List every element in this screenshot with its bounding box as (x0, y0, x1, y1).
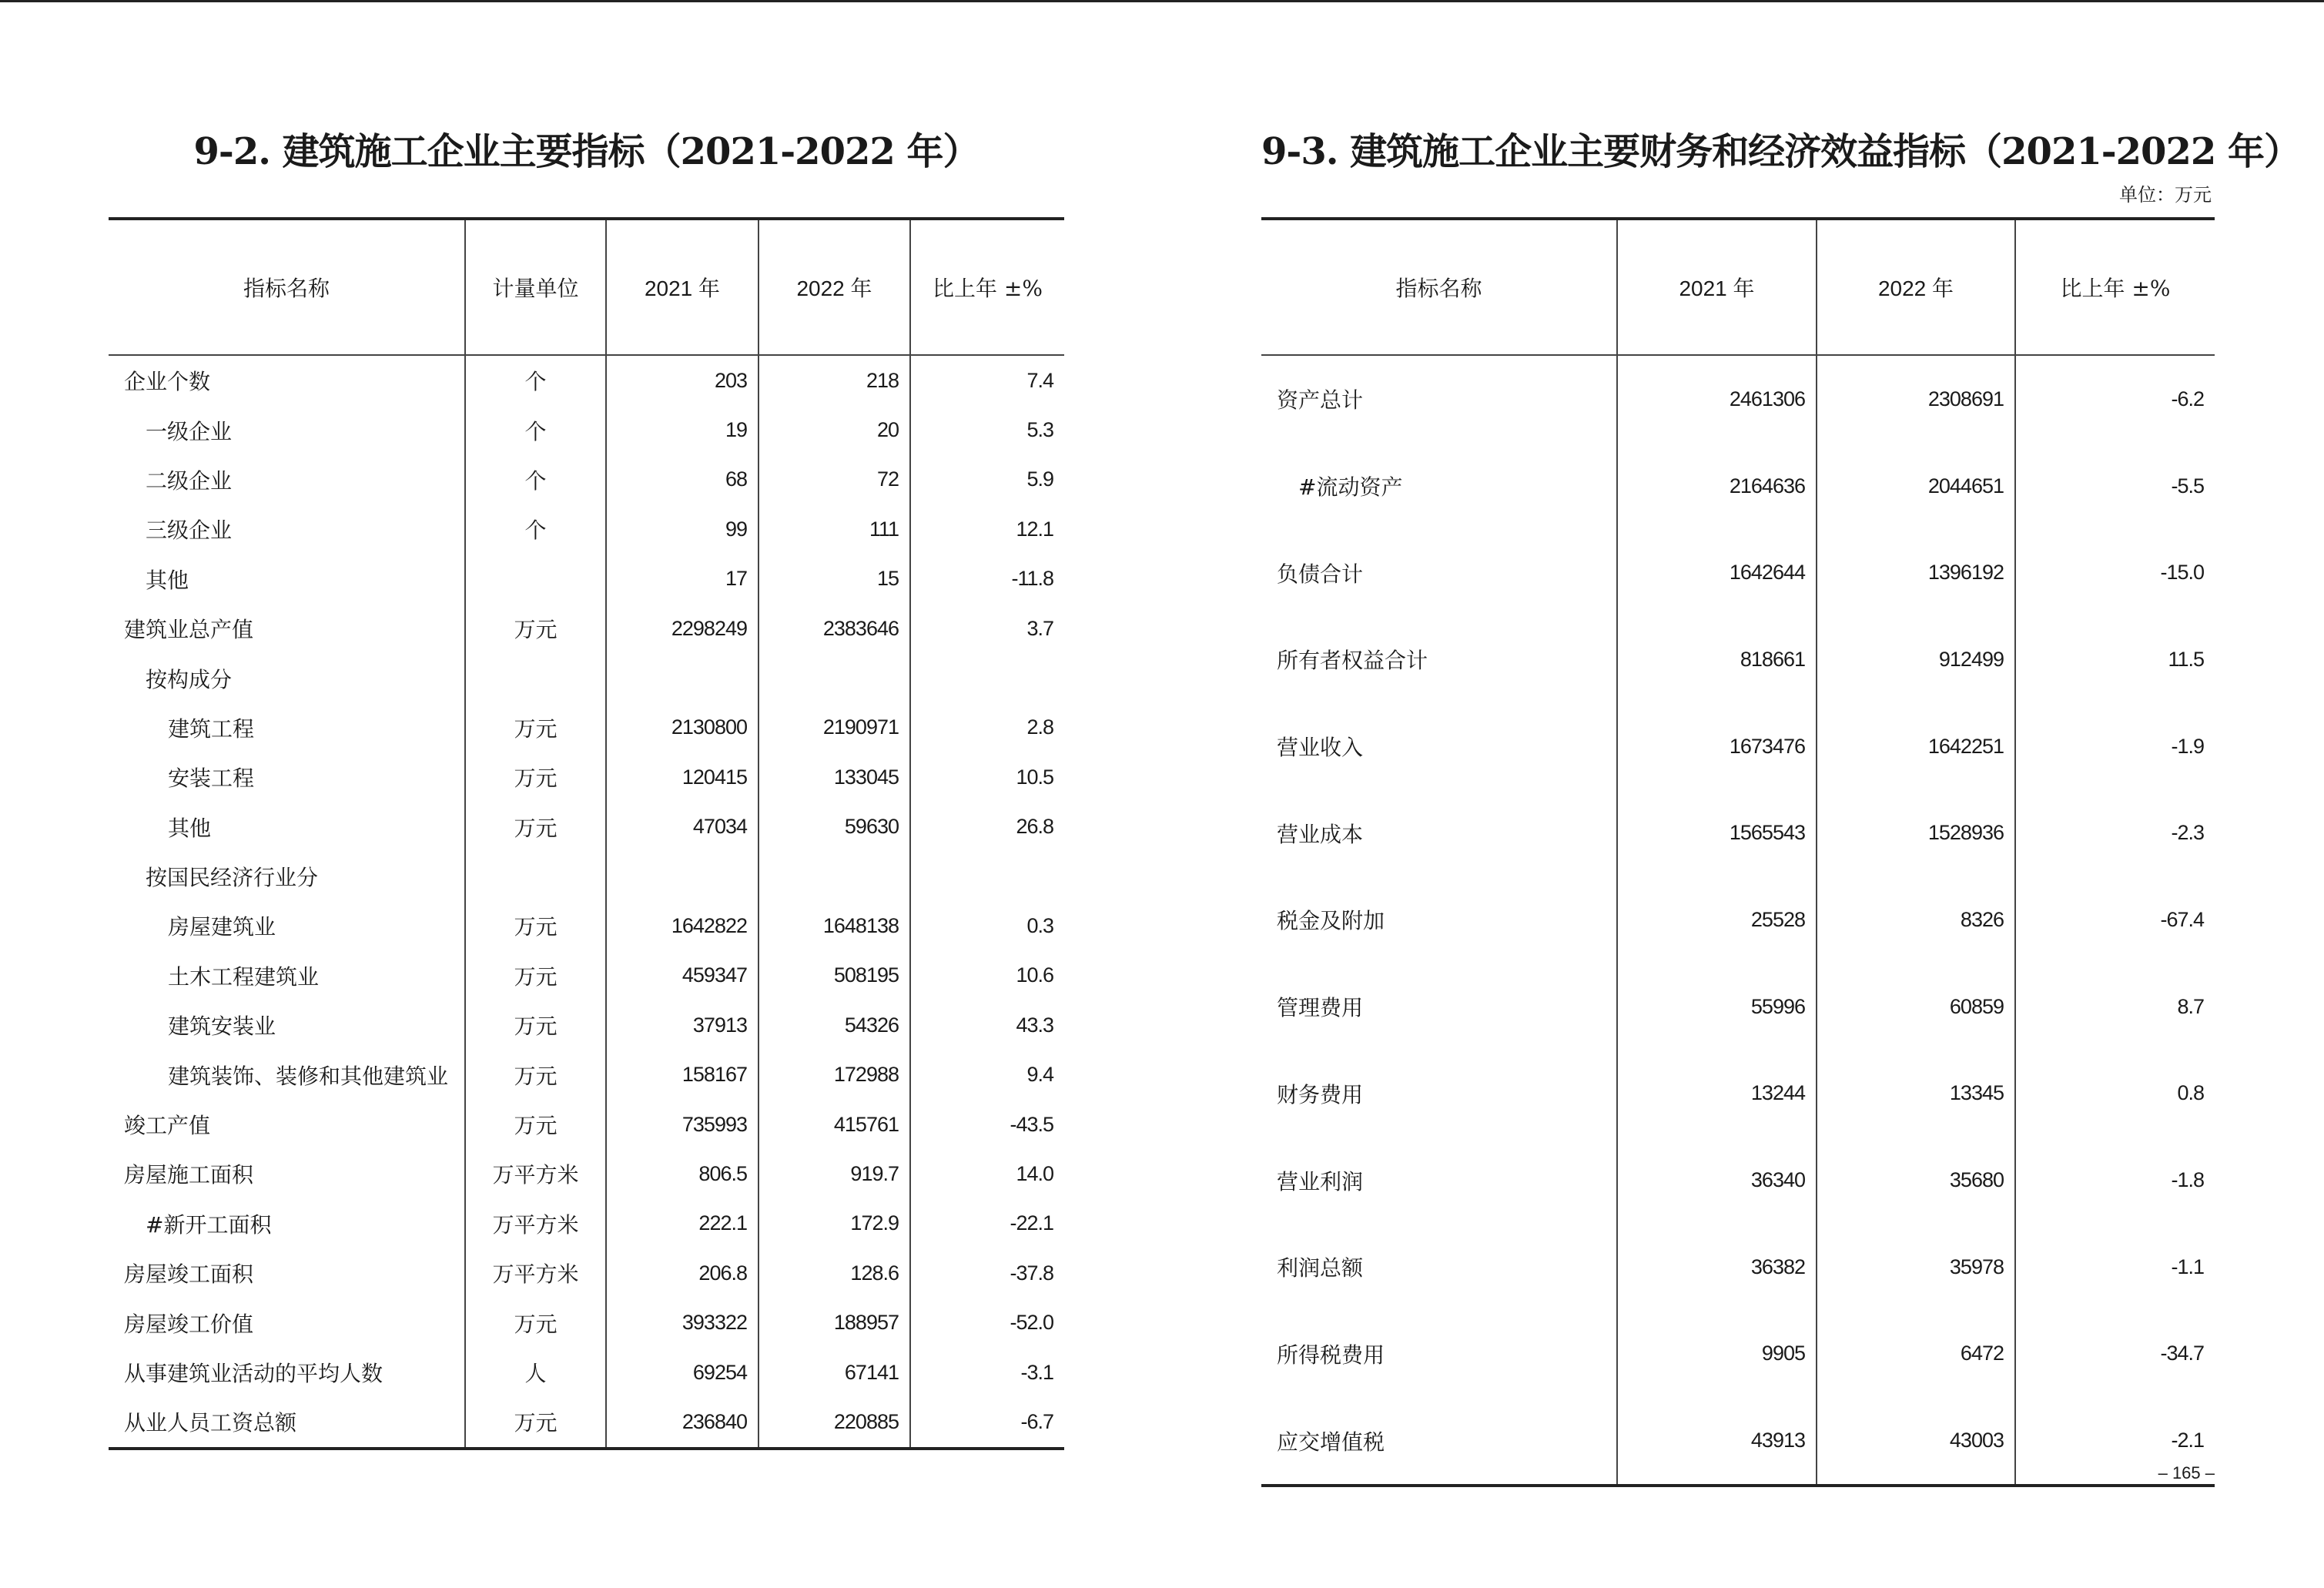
row-name: 税金及附加 (1277, 908, 1385, 934)
table-row (1261, 443, 2215, 530)
row-unit: 万元 (465, 604, 606, 653)
row-change: -37.8 (910, 1248, 1064, 1298)
row-name: 土木工程建筑业 (168, 963, 320, 990)
row-unit (465, 653, 606, 702)
row-change: -11.8 (910, 554, 1064, 604)
row-value-2021: 9905 (1617, 1311, 1817, 1398)
row-value-2022: 172988 (758, 1050, 910, 1099)
row-name: 管理费用 (1277, 995, 1364, 1021)
row-change: -6.2 (2015, 355, 2215, 443)
table-row (109, 604, 1064, 653)
table-row (109, 951, 1064, 1000)
row-name: 房屋建筑业 (168, 914, 276, 940)
row-value-2021: 806.5 (606, 1149, 758, 1198)
header-2022: 2022 年 (758, 219, 910, 355)
row-name: 按构成分 (146, 666, 233, 692)
row-change: 7.4 (910, 355, 1064, 405)
table-row (1261, 1137, 2215, 1224)
row-value-2021 (606, 852, 758, 901)
row-value-2021: 37913 (606, 1000, 758, 1050)
row-value-2021: 2298249 (606, 604, 758, 653)
row-unit: 个 (465, 455, 606, 504)
table-row (109, 1000, 1064, 1050)
table-row (109, 1100, 1064, 1149)
row-change: 0.8 (2015, 1050, 2215, 1137)
row-value-2021: 2130800 (606, 703, 758, 752)
row-unit: 个 (465, 355, 606, 405)
row-name: 企业个数 (124, 369, 211, 395)
row-unit: 万元 (465, 1000, 606, 1050)
row-value-2022: 415761 (758, 1100, 910, 1149)
row-name: 建筑业总产值 (124, 617, 254, 643)
top-border (0, 0, 2324, 2)
row-name: 资产总计 (1277, 387, 1364, 414)
row-unit: 万平方米 (465, 1248, 606, 1298)
row-change: -2.1 (2015, 1397, 2215, 1486)
row-name: 房屋竣工面积 (124, 1261, 254, 1288)
header-change: 比上年 ±% (910, 219, 1064, 355)
table-row (109, 1298, 1064, 1347)
table-row (109, 1050, 1064, 1099)
row-value-2022: 20 (758, 405, 910, 454)
table-9-3-title: 9-3. 建筑施工企业主要财务和经济效益指标（2021-2022 年） (1261, 130, 2300, 173)
table-row (109, 455, 1064, 504)
row-name: 竣工产值 (124, 1113, 211, 1139)
row-change (910, 653, 1064, 702)
row-value-2022: 508195 (758, 951, 910, 1000)
table-row (109, 703, 1064, 752)
row-change: -15.0 (2015, 529, 2215, 616)
header-2021: 2021 年 (1617, 219, 1817, 355)
header-indicator: 指标名称 (1261, 219, 1617, 355)
row-value-2022 (758, 852, 910, 901)
row-change: 2.8 (910, 703, 1064, 752)
row-value-2022: 35680 (1817, 1137, 2015, 1224)
row-name: 应交增值税 (1277, 1429, 1385, 1455)
row-unit: 万元 (465, 1050, 606, 1099)
row-value-2022: 43003 (1817, 1397, 2015, 1486)
row-change: 10.5 (910, 752, 1064, 802)
row-value-2022: 2383646 (758, 604, 910, 653)
table-header-row (1261, 219, 2215, 355)
row-value-2022: 128.6 (758, 1248, 910, 1298)
row-change: -22.1 (910, 1199, 1064, 1248)
row-value-2022: 111 (758, 504, 910, 554)
table-row (1261, 1050, 2215, 1137)
row-value-2022: 15 (758, 554, 910, 604)
table-row (109, 1397, 1064, 1448)
row-change: -52.0 (910, 1298, 1064, 1347)
row-value-2022: 60859 (1817, 963, 2015, 1050)
row-unit: 万元 (465, 1397, 606, 1448)
row-value-2022: 67141 (758, 1348, 910, 1397)
row-value-2021: 120415 (606, 752, 758, 802)
row-unit: 万元 (465, 1100, 606, 1149)
row-name: 从事建筑业活动的平均人数 (124, 1361, 383, 1386)
row-change: 5.9 (910, 455, 1064, 504)
row-unit: 人 (465, 1348, 606, 1397)
table-row (1261, 789, 2215, 876)
table-9-2-title: 9-2. 建筑施工企业主要指标（2021-2022 年） (193, 130, 979, 173)
row-value-2022: 13345 (1817, 1050, 2015, 1137)
row-name: 所有者权益合计 (1277, 648, 1428, 674)
row-unit: 万元 (465, 1298, 606, 1347)
row-name: 三级企业 (146, 518, 233, 544)
row-value-2021: 99 (606, 504, 758, 554)
row-value-2021: 1642822 (606, 901, 758, 950)
row-unit: 万元 (465, 951, 606, 1000)
row-value-2022: 220885 (758, 1397, 910, 1448)
row-unit: 万元 (465, 703, 606, 752)
row-value-2021: 2461306 (1617, 355, 1817, 443)
table-9-2 (109, 217, 1064, 1450)
row-value-2021: 36382 (1617, 1224, 1817, 1311)
row-change: 9.4 (910, 1050, 1064, 1099)
row-value-2021: 36340 (1617, 1137, 1817, 1224)
row-change: 10.6 (910, 951, 1064, 1000)
row-name: 营业收入 (1277, 735, 1364, 761)
row-value-2021: 17 (606, 554, 758, 604)
row-change: 0.3 (910, 901, 1064, 950)
row-value-2022: 912499 (1817, 616, 2015, 703)
row-value-2022: 1648138 (758, 901, 910, 950)
row-value-2021: 1642644 (1617, 529, 1817, 616)
row-change: -43.5 (910, 1100, 1064, 1149)
row-unit: 万平方米 (465, 1199, 606, 1248)
row-value-2021: 69254 (606, 1348, 758, 1397)
row-change: -3.1 (910, 1348, 1064, 1397)
row-value-2021: 222.1 (606, 1199, 758, 1248)
row-change: -1.9 (2015, 703, 2215, 790)
row-unit: 个 (465, 504, 606, 554)
table-row (109, 405, 1064, 454)
row-name: 其他 (168, 815, 212, 841)
table-row (109, 901, 1064, 950)
row-value-2022: 133045 (758, 752, 910, 802)
row-name: 利润总额 (1277, 1255, 1364, 1281)
row-value-2022: 919.7 (758, 1149, 910, 1198)
row-name: 建筑装饰、装修和其他建筑业 (168, 1063, 449, 1089)
row-value-2022: 172.9 (758, 1199, 910, 1248)
header-2021: 2021 年 (606, 219, 758, 355)
row-value-2021: 459347 (606, 951, 758, 1000)
row-value-2021: 25528 (1617, 876, 1817, 963)
row-unit: 万元 (465, 802, 606, 852)
row-value-2021 (606, 653, 758, 702)
header-2022: 2022 年 (1817, 219, 2015, 355)
row-name: 建筑工程 (168, 715, 255, 742)
row-change: 12.1 (910, 504, 1064, 554)
row-value-2021: 393322 (606, 1298, 758, 1347)
table-row (109, 653, 1064, 702)
row-unit: 万平方米 (465, 1149, 606, 1198)
row-value-2021: 13244 (1617, 1050, 1817, 1137)
row-value-2021: 206.8 (606, 1248, 758, 1298)
row-name: 从业人员工资总额 (124, 1410, 297, 1436)
row-change: -5.5 (2015, 443, 2215, 530)
row-value-2021: 203 (606, 355, 758, 405)
row-value-2021: 2164636 (1617, 443, 1817, 530)
row-unit: 个 (465, 405, 606, 454)
table-row (109, 802, 1064, 852)
table-row (1261, 963, 2215, 1050)
row-change: -1.1 (2015, 1224, 2215, 1311)
table-row (1261, 1311, 2215, 1398)
unit-note: 单位：万元 (2119, 184, 2212, 206)
row-unit: 万元 (465, 752, 606, 802)
page-number: – 165 – (2158, 1463, 2215, 1482)
table-row (109, 554, 1064, 604)
table-row (1261, 1224, 2215, 1311)
table-9-3 (1261, 217, 2215, 1487)
row-change: 11.5 (2015, 616, 2215, 703)
row-change: -6.7 (910, 1397, 1064, 1448)
table-row (109, 1348, 1064, 1397)
table-9-2-body (109, 355, 1064, 1449)
row-value-2021: 236840 (606, 1397, 758, 1448)
row-name: 所得税费用 (1277, 1342, 1385, 1368)
row-change (910, 852, 1064, 901)
row-value-2022 (758, 653, 910, 702)
row-name: 建筑安装业 (168, 1013, 276, 1040)
table-header-row (109, 219, 1064, 355)
row-value-2022: 59630 (758, 802, 910, 852)
table-row (1261, 616, 2215, 703)
table-row (109, 355, 1064, 405)
row-value-2021: 1673476 (1617, 703, 1817, 790)
row-value-2021: 43913 (1617, 1397, 1817, 1486)
row-value-2021: 818661 (1617, 616, 1817, 703)
table-row (109, 752, 1064, 802)
row-name: 营业成本 (1277, 821, 1364, 847)
row-name: #流动资产 (1298, 474, 1403, 501)
row-value-2022: 188957 (758, 1298, 910, 1347)
row-value-2022: 2190971 (758, 703, 910, 752)
header-unit: 计量单位 (465, 219, 606, 355)
row-value-2021: 47034 (606, 802, 758, 852)
row-value-2022: 54326 (758, 1000, 910, 1050)
table-9-3-body (1261, 355, 2215, 1486)
table-row (1261, 529, 2215, 616)
row-change: 14.0 (910, 1149, 1064, 1198)
row-change: -2.3 (2015, 789, 2215, 876)
row-value-2022: 2308691 (1817, 355, 2015, 443)
table-row (1261, 1397, 2215, 1486)
table-row (1261, 355, 2215, 443)
row-change: 3.7 (910, 604, 1064, 653)
row-change: 8.7 (2015, 963, 2215, 1050)
row-change: -34.7 (2015, 1311, 2215, 1398)
header-indicator: 指标名称 (109, 219, 465, 355)
row-change: 43.3 (910, 1000, 1064, 1050)
row-change: 5.3 (910, 405, 1064, 454)
row-name: 按国民经济行业分 (146, 865, 319, 891)
row-value-2022: 72 (758, 455, 910, 504)
row-value-2021: 1565543 (1617, 789, 1817, 876)
row-name: 营业利润 (1277, 1168, 1364, 1194)
row-change: 26.8 (910, 802, 1064, 852)
row-value-2022: 6472 (1817, 1311, 2015, 1398)
row-name: 财务费用 (1277, 1081, 1364, 1107)
row-value-2021: 55996 (1617, 963, 1817, 1050)
header-change: 比上年 ±% (2015, 219, 2215, 355)
table-row (109, 1199, 1064, 1248)
row-name: 房屋竣工价值 (124, 1311, 254, 1337)
row-unit: 万元 (465, 901, 606, 950)
table-row (109, 852, 1064, 901)
row-name: 房屋施工面积 (124, 1162, 254, 1188)
table-row (1261, 703, 2215, 790)
row-value-2022: 1396192 (1817, 529, 2015, 616)
row-name: 一级企业 (146, 418, 233, 444)
row-name: 负债合计 (1277, 561, 1364, 587)
table-row (1261, 876, 2215, 963)
table-row (109, 1149, 1064, 1198)
row-unit (465, 554, 606, 604)
row-value-2022: 218 (758, 355, 910, 405)
row-name: 安装工程 (168, 766, 255, 792)
row-unit (465, 852, 606, 901)
row-value-2022: 1528936 (1817, 789, 2015, 876)
table-row (109, 504, 1064, 554)
row-value-2021: 158167 (606, 1050, 758, 1099)
row-value-2022: 2044651 (1817, 443, 2015, 530)
row-change: -1.8 (2015, 1137, 2215, 1224)
table-row (109, 1248, 1064, 1298)
row-name: #新开工面积 (146, 1211, 272, 1238)
row-change: -67.4 (2015, 876, 2215, 963)
row-name: 二级企业 (146, 467, 233, 494)
row-value-2021: 68 (606, 455, 758, 504)
row-value-2021: 19 (606, 405, 758, 454)
row-value-2022: 1642251 (1817, 703, 2015, 790)
row-value-2022: 8326 (1817, 876, 2015, 963)
row-value-2021: 735993 (606, 1100, 758, 1149)
row-name: 其他 (146, 567, 189, 593)
row-value-2022: 35978 (1817, 1224, 2015, 1311)
